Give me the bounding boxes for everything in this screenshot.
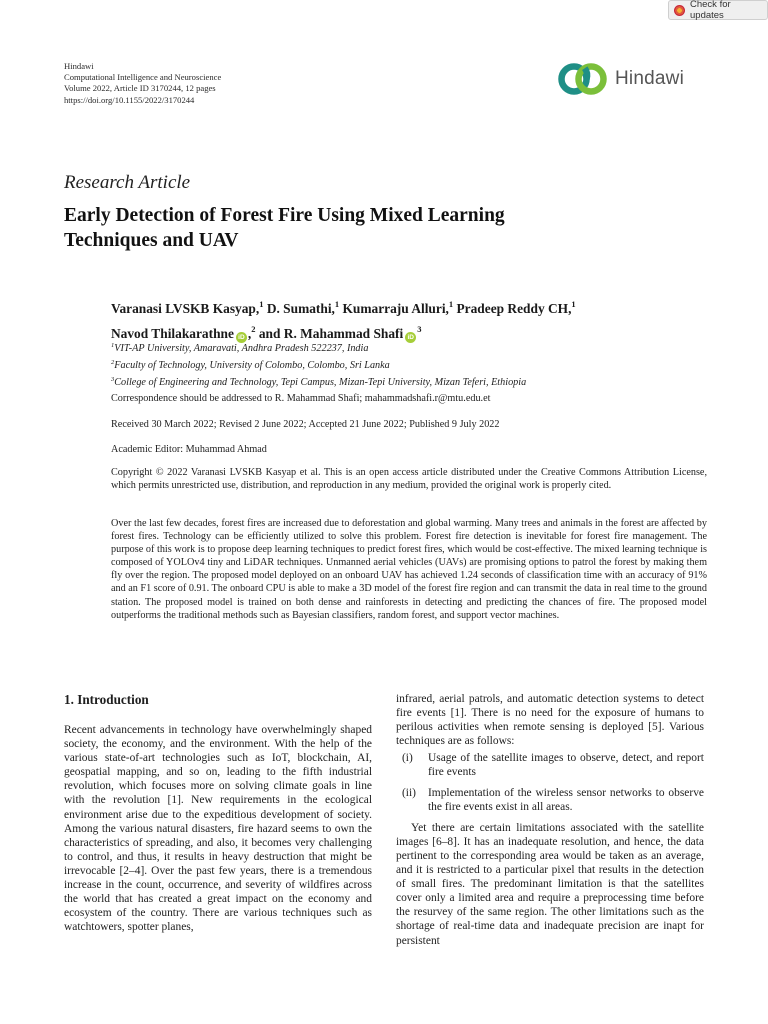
author-affil-sup: 2 (251, 324, 256, 334)
author-name[interactable]: and R. Mahammad Shafi (255, 326, 404, 341)
author-affil-sup: 1 (448, 299, 454, 309)
author-name[interactable]: D. Sumathi, (263, 301, 335, 316)
author-name[interactable]: Varanasi LVSKB Kasyap, (111, 301, 260, 316)
body-column-left (64, 692, 372, 934)
check-for-updates-badge[interactable] (668, 0, 768, 20)
body-paragraph: Recent advancements in technology have overwhelmingly shaped society, the economy, and the environment. With the help of the various state-of-art technologies such as IoT, blockchain, AI, geospatial mapping, and so on, leading to the fifth industrial revolution, which focuses more on solving climate goals in line with the revolution [1]. New requirements in the ecological environment arise due to the expeditious development of society. Among the various natural disasters, fire hazard seems to own the characteristics of spreading, and also, it becomes very challenging to control, and thus, it results in heavy destruction that might be irrevocable [2–4]. Over the past few years, there is a tremendous increase in the count, occurrence, and severity of wildfires across the world that has created a great impact on the economy and ecosystem of the country. There are various techniques such as watchtowers, spotter planes, (64, 724, 372, 934)
affiliation-sup: 1 (111, 342, 115, 349)
affiliation-item (111, 373, 711, 390)
affiliation-item (111, 339, 711, 356)
list-item-label: (i) (402, 752, 413, 765)
hindawi-logo-text: Hindawi (615, 68, 684, 89)
journal-meta (64, 61, 221, 106)
affiliation-text: Faculty of Technology, University of Colombo, Colombo, Sri Lanka (114, 360, 390, 371)
author-affil-sup: 3 (417, 324, 422, 334)
section-heading: 1. Introduction (64, 692, 149, 707)
copyright-notice: Copyright © 2022 Varanasi LVSKB Kasyap et al. This is an open access article distributed under the Creative Commons Attribution License, which permits unrestricted use, distribution, and reproduction in any medium, provided the original work is properly cited. (111, 467, 707, 491)
affiliation-text: College of Engineering and Technology, Tepi Campus, Mizan-Tepi University, Mizan Teferi, Ethiopia (114, 377, 527, 388)
title-line-2: Techniques and UAV (64, 230, 239, 251)
author-name[interactable]: Pradeep Reddy CH, (453, 301, 572, 316)
article-title (64, 203, 664, 253)
author-list (111, 294, 711, 344)
orcid-icon[interactable]: iD (405, 332, 416, 343)
publication-dates: Received 30 March 2022; Revised 2 June 2022; Accepted 21 June 2022; Published 9 July 2022 (111, 419, 500, 430)
affiliation-text: VIT-AP University, Amaravati, Andhra Pradesh 522237, India (114, 343, 369, 354)
hindawi-logo (557, 62, 684, 96)
hindawi-logo-icon (557, 62, 609, 96)
article-type: Research Article (64, 172, 191, 193)
title-line-1: Early Detection of Forest Fire Using Mixed Learning (64, 205, 505, 226)
correspondence: Correspondence should be addressed to R. Mahammad Shafi; mahammadshafi.r@mtu.edu.et (111, 393, 491, 404)
affiliation-sup: 2 (111, 359, 115, 366)
body-paragraph: Yet there are certain limitations associated with the satellite images [6–8]. It has an inadequate resolution, and hence, the data pertinent to the corresponding area would be taken as an average, and it is restricted to a particular pixel that results in the detection of small fires. The predominant limitation is that the satellites cover only a limited area and require a preprocessing time before the resurvey of the same region. The other limitations such as the shortage of real-time data and inadequate precision are inapt for persistent (396, 821, 704, 947)
author-line-2: Navod Thilakarathne iD ,$^2$ and R. Mahammad Shafi $iD^3$ (111, 324, 422, 341)
list-item-text: Usage of the satellite images to observe, detect, and report fire events (428, 752, 704, 779)
author-name[interactable]: Kumarraju Alluri, (339, 301, 449, 316)
publisher-name: Hindawi (64, 61, 94, 71)
orcid-icon[interactable]: iD (236, 332, 247, 343)
body-paragraph: infrared, aerial patrols, and automatic detection systems to detect fire events [1]. There is no need for the exposure of humans to perilous activities when remote sensing is deployed [5]. Various techniques are as follows: (396, 693, 704, 748)
abstract: Over the last few decades, forest fires are increased due to deforestation and global warming. Many trees and animals in the forest are affected by forest fires. Technology can be efficiently utilized to solve this problem. Forest fire detection is inevitable for forest fire management. The purpose of this work is to propose deep learning techniques to predict forest fires, which would be cost-effective. The mixed learning technique is composed of YOLOv4 tiny and LiDAR techniques. Unmanned aerial vehicles (UAVs) are promising options to patrol the forest by making them fly over the region. The proposed model deployed on an onboard UAV has achieved 1.24 seconds of classification time with an accuracy of 91% and an F1 score of 0.91. The onboard CPU is able to make a 3D model of the forest fire region and can transmit the data in real time to the ground station. The proposed model is trained on both dense and rainforests in detecting and predicting the chances of fire. The proposed model outperforms the traditional methods such as Bayesian classifiers, random forest, and support vector machines. (111, 518, 707, 621)
academic-editor: Academic Editor: Muhammad Ahmad (111, 444, 267, 455)
affiliation-item (111, 356, 711, 373)
author-affil-sup: 1 (334, 299, 340, 309)
body-column-right (396, 692, 704, 948)
affiliation-sup: 3 (111, 376, 115, 383)
author-line-1 (111, 294, 711, 319)
crossmark-icon (674, 5, 685, 16)
doi-link[interactable]: https://doi.org/10.1155/2022/3170244 (64, 94, 195, 105)
list-item (396, 786, 704, 814)
author-affil-sup: 1 (259, 299, 264, 309)
list-item-label: (ii) (402, 786, 416, 799)
author-affil-sup: 1 (571, 299, 576, 309)
affiliation-list (111, 339, 711, 390)
journal-name: Computational Intelligence and Neuroscience (64, 72, 222, 83)
list-item-text: Implementation of the wireless sensor networks to observe the fire events exist in all areas. (428, 786, 704, 813)
list-item (396, 751, 704, 779)
author-name[interactable]: Navod Thilakarathne (111, 326, 234, 341)
volume-info: Volume 2022, Article ID 3170244, 12 pages (64, 83, 216, 94)
check-for-updates-label: Check for updates (690, 0, 731, 21)
